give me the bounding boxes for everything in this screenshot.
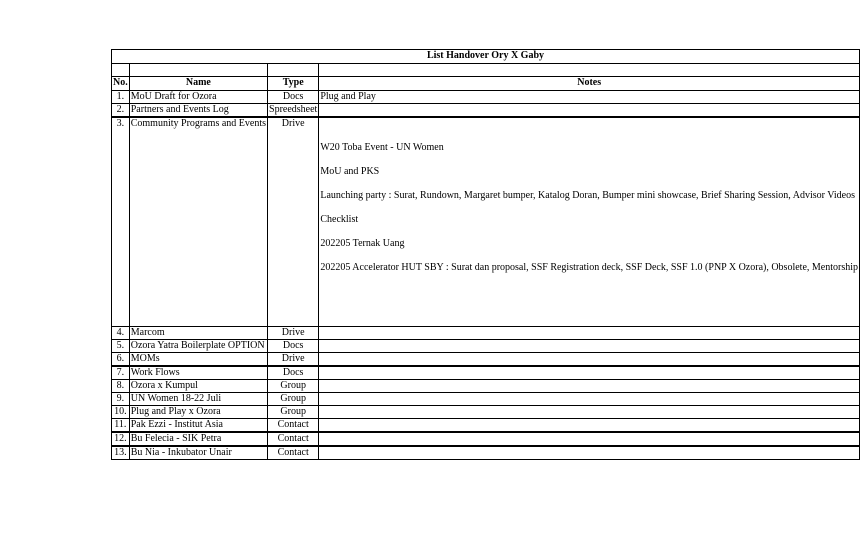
table-row bbox=[112, 406, 860, 419]
row-name: Partners and Events Log bbox=[129, 104, 267, 118]
row-no: 6. bbox=[112, 353, 130, 367]
handover-table bbox=[111, 49, 860, 460]
row-no: 8. bbox=[112, 380, 130, 393]
row-no: 12. bbox=[112, 432, 130, 446]
row-no: 5. bbox=[112, 340, 130, 353]
row-type: Drive bbox=[268, 353, 319, 367]
header-row bbox=[112, 77, 860, 91]
row-type: Contact bbox=[268, 446, 319, 460]
blank-row bbox=[112, 64, 860, 77]
row-name: Work Flows bbox=[129, 366, 267, 380]
note-line: MoU and PKS bbox=[320, 166, 380, 177]
row-no: 10. bbox=[112, 406, 130, 419]
row-name: Bu Felecia - SIK Petra bbox=[129, 432, 267, 446]
header-no: No. bbox=[112, 77, 130, 91]
row-name: Community Programs and Events bbox=[129, 117, 267, 327]
row-notes bbox=[319, 393, 860, 406]
note-line: Checklist bbox=[320, 214, 359, 225]
note-line: Launching party : Surat, Rundown, Margaret bumper, Katalog Doran, Bumper mini showcase, Brief Sharing Session, Advisor Videos bbox=[320, 190, 855, 201]
sheet-title: List Handover Ory X Gaby bbox=[112, 50, 860, 64]
table-row bbox=[112, 104, 860, 118]
row-name: MOMs bbox=[129, 353, 267, 367]
header-type: Type bbox=[268, 77, 319, 91]
row-notes bbox=[319, 327, 860, 340]
row-name: Pak Ezzi - Institut Asia bbox=[129, 419, 267, 433]
table-row bbox=[112, 327, 860, 340]
row-type: Docs bbox=[268, 91, 319, 104]
table-row bbox=[112, 446, 860, 460]
row-name: Ozora Yatra Boilerplate OPTION bbox=[129, 340, 267, 353]
table-row bbox=[112, 117, 860, 327]
note-line: 202205 Ternak Uang bbox=[320, 238, 405, 249]
row-notes bbox=[319, 432, 860, 446]
row-notes-multiline bbox=[319, 117, 860, 327]
row-type: Drive bbox=[268, 327, 319, 340]
blank-cell bbox=[319, 64, 860, 77]
title-row bbox=[112, 50, 860, 64]
row-name: Ozora x Kumpul bbox=[129, 380, 267, 393]
note-line: 202205 Accelerator HUT SBY : Surat dan proposal, SSF Registration deck, SSF Deck, SSF 1.0 (PNP X Ozora), Obsolete, Mentorship bbox=[320, 262, 858, 273]
blank-cell bbox=[268, 64, 319, 77]
table-row bbox=[112, 380, 860, 393]
row-type: Spreedsheet bbox=[269, 104, 318, 115]
row-no: 9. bbox=[112, 393, 130, 406]
row-no: 1. bbox=[112, 91, 130, 104]
row-notes bbox=[319, 104, 860, 118]
row-notes bbox=[319, 353, 860, 367]
row-notes: Plug and Play bbox=[319, 91, 860, 104]
row-no: 11. bbox=[112, 419, 130, 433]
row-notes bbox=[319, 419, 860, 433]
row-name: UN Women 18-22 Juli bbox=[129, 393, 267, 406]
row-type: Docs bbox=[268, 340, 319, 353]
table-row bbox=[112, 353, 860, 367]
row-notes bbox=[319, 340, 860, 353]
row-type: Group bbox=[268, 393, 319, 406]
row-name: Bu Nia - Inkubator Unair bbox=[129, 446, 267, 460]
table-row bbox=[112, 340, 860, 353]
table-row bbox=[112, 91, 860, 104]
row-no: 13. bbox=[112, 446, 130, 460]
table-row bbox=[112, 432, 860, 446]
table-row bbox=[112, 366, 860, 380]
row-notes bbox=[319, 446, 860, 460]
row-no: 7. bbox=[112, 366, 130, 380]
row-type: Contact bbox=[268, 432, 319, 446]
row-type: Drive bbox=[268, 117, 319, 327]
row-type: Group bbox=[268, 380, 319, 393]
table-row bbox=[112, 419, 860, 433]
row-name: Marcom bbox=[129, 327, 267, 340]
row-notes bbox=[319, 366, 860, 380]
row-type: Docs bbox=[268, 366, 319, 380]
row-no: 4. bbox=[112, 327, 130, 340]
row-no: 2. bbox=[112, 104, 130, 118]
blank-cell bbox=[129, 64, 267, 77]
table-row bbox=[112, 393, 860, 406]
header-name: Name bbox=[129, 77, 267, 91]
note-line: W20 Toba Event - UN Women bbox=[320, 142, 444, 153]
row-type: Contact bbox=[268, 419, 319, 433]
row-notes bbox=[319, 380, 860, 393]
row-no: 3. bbox=[112, 117, 130, 327]
row-name: MoU Draft for Ozora bbox=[129, 91, 267, 104]
row-notes bbox=[319, 406, 860, 419]
row-type: Group bbox=[268, 406, 319, 419]
header-notes: Notes bbox=[319, 77, 860, 91]
blank-cell bbox=[112, 64, 130, 77]
row-name: Plug and Play x Ozora bbox=[129, 406, 267, 419]
